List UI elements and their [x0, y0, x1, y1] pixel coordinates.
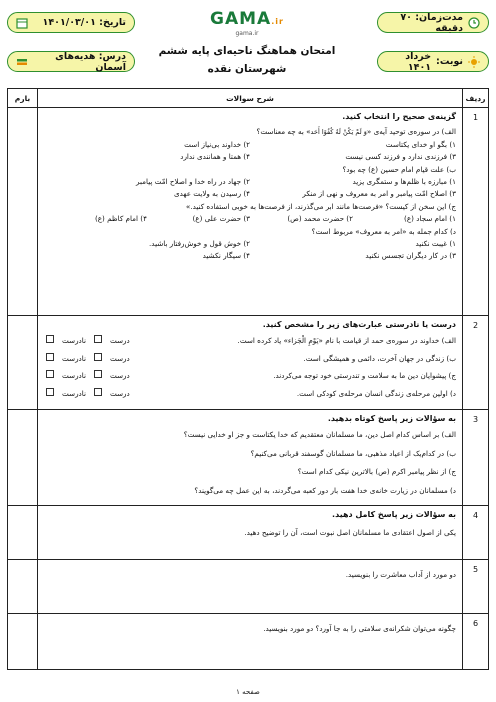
- question-number: 3: [463, 410, 489, 506]
- date-text: تاریخ: ۱۴۰۱/۰۳/۰۱: [42, 17, 126, 28]
- question-3-row: [8, 410, 489, 506]
- sub-question: ب) علت قیام امام حسین (ع) چه بود؟: [342, 164, 456, 174]
- questions-table: [7, 88, 489, 670]
- question-text: دو مورد از آداب معاشرت را بنویسید.: [345, 570, 456, 579]
- false-checkbox[interactable]: [46, 335, 54, 343]
- date-pill: [7, 12, 135, 33]
- options-row: ۱) مبارزه با ظلم‌ها و ستمگری یزید ۲) جهاد در راه خدا و اصلاح امّت پیامبر: [136, 177, 456, 187]
- score-cell: [8, 560, 38, 614]
- sub-question: ب) در کدام‌یک از اعیاد مذهبی، ما مسلمانان گوسفند قربانی می‌کنیم؟: [250, 448, 456, 458]
- subject-pill: [7, 51, 135, 72]
- question-body: [38, 108, 463, 316]
- question-heading: گزینه‌ی صحیح را انتخاب کنید.: [342, 112, 456, 121]
- question-2-row: [8, 316, 489, 410]
- exam-header: [7, 6, 489, 82]
- duration-pill: [377, 12, 489, 33]
- true-checkbox[interactable]: [94, 353, 102, 361]
- options-row: ۳) اصلاح امّت پیامبر و امر به معروف و نهی از منکر ۴) رسیدن به ولایت عهدی: [173, 189, 456, 199]
- tf-item: الف) خداوند در سوره‌ی حمد از قیامت با نام «يَوْمِ الْجَزاء» یاد کرده است. نادرست درست: [44, 335, 456, 347]
- question-6-row: [8, 614, 489, 670]
- duration-text: مدت‌زمان: ۷۰ دقیقه: [400, 11, 463, 34]
- question-5-row: [8, 560, 489, 614]
- false-checkbox[interactable]: [46, 370, 54, 378]
- options-row: ۳) در کار دیگران تجسس نکنید ۴) سیگار نکشید: [202, 251, 456, 261]
- books-icon: [16, 56, 28, 68]
- options-row: ۱) غیبت نکنید ۲) خوش قول و خوش‌رفتار باشید.: [149, 239, 456, 249]
- question-number: 6: [463, 614, 489, 670]
- question-body: [38, 560, 463, 614]
- col-desc-header: شرح سوالات: [38, 89, 463, 108]
- question-heading: درست یا نادرستی عبارت‌های زیر را مشخص کنید.: [262, 320, 456, 329]
- question-1-row: [8, 108, 489, 316]
- question-body: [38, 316, 463, 410]
- tf-item: ب) زندگی در جهان آخرت، دائمی و همیشگی است. نادرست درست: [44, 353, 456, 365]
- question-number: 5: [463, 560, 489, 614]
- question-text: چگونه می‌توان شکرانه‌ی سلامتی را به جا آورد؟ دو مورد بنویسید.: [263, 624, 456, 633]
- gama-logo: GAMA.ir: [210, 9, 284, 29]
- sun-icon: [468, 56, 480, 68]
- score-cell: [8, 316, 38, 410]
- question-text: یکی از اصول اعتقادی ما مسلمانان اصل نبوت است، آن را توضیح دهید.: [244, 528, 456, 538]
- sub-question: د) مسلمانان در زیارت خانه‌ی خدا هفت بار دور کعبه می‌گردند، به این عمل چه می‌گویند؟: [194, 485, 456, 495]
- question-body: [38, 410, 463, 506]
- question-number: 2: [463, 316, 489, 410]
- options-row: ۳) فرزندی ندارد و فرزند کسی نیست ۴) همتا و همانندی ندارد: [180, 152, 456, 162]
- turn-value: خرداد ۱۴۰۱: [405, 50, 432, 73]
- question-4-row: [8, 506, 489, 560]
- page-footer: صفحه ۱: [236, 688, 260, 696]
- score-cell: [8, 108, 38, 316]
- options-row: ۱) بگو او خدای یکتاست ۲) خداوند بی‌نیاز است: [184, 139, 456, 149]
- question-body: [38, 506, 463, 560]
- sub-question: ج) این سخن از کیست؟ «فرصت‌ها مانند ابر می‌گذرند، از فرصت‌ها به خوبی استفاده کنید.»: [185, 201, 456, 211]
- false-checkbox[interactable]: [46, 353, 54, 361]
- score-cell: [8, 506, 38, 560]
- true-checkbox[interactable]: [94, 388, 102, 396]
- question-heading: به سؤالات زیر پاسخ کامل دهید.: [332, 510, 456, 519]
- subject-text: درس: هدیه‌های آسمان: [55, 50, 126, 73]
- col-row-header: ردیف: [463, 89, 489, 108]
- score-cell: [8, 410, 38, 506]
- tf-item: د) اولین مرحله‌ی زندگی انسان مرحله‌ی کودکی است. نادرست درست: [44, 388, 456, 400]
- site-url: gama.ir: [235, 30, 259, 37]
- calendar-icon: [16, 17, 28, 29]
- question-heading: به سؤالات زیر پاسخ کوتاه بدهید.: [327, 414, 456, 423]
- exam-title: امتحان هماهنگ ناحیه‌ای پایه ششم: [158, 45, 336, 57]
- col-score-header: بارم: [8, 89, 38, 108]
- exam-city: شهرستان نقده: [207, 63, 287, 75]
- turn-label: نوبت:: [436, 56, 463, 67]
- true-checkbox[interactable]: [94, 335, 102, 343]
- exam-page: [7, 6, 489, 696]
- sub-question: الف) بر اساس کدام اصل دین، ما مسلمانان معتقدیم که خدا یکتاست و جز او خدایی نیست؟: [183, 430, 456, 440]
- sub-question: د) کدام جمله به «امر به معروف» مربوط است؟: [311, 226, 456, 236]
- tf-item: ج) پیشوایان دین ما به سلامت و تندرستی خود توجه می‌کردند. نادرست درست: [44, 370, 456, 382]
- turn-pill: [377, 51, 489, 72]
- options-row: ۱) امام سجاد (ع) ۲) حضرت محمد (ص) ۳) حضرت علی (ع) ۴) امام کاظم (ع): [94, 214, 456, 224]
- sub-question: ج) از نظر پیامبر اکرم (ص) بالاترین نیکی کدام است؟: [297, 467, 456, 477]
- sub-question: الف) در سوره‌ی توحید آیه‌ی «وَ لَمْ يَكُنْ لَهُ كُفُوًا أَحَد» به چه معناست؟: [256, 127, 456, 137]
- question-number: 1: [463, 108, 489, 316]
- false-checkbox[interactable]: [46, 388, 54, 396]
- table-header-row: [8, 89, 489, 108]
- true-checkbox[interactable]: [94, 370, 102, 378]
- score-cell: [8, 614, 38, 670]
- question-number: 4: [463, 506, 489, 560]
- header-center: [157, 6, 337, 75]
- clock-icon: [468, 17, 480, 29]
- question-body: [38, 614, 463, 670]
